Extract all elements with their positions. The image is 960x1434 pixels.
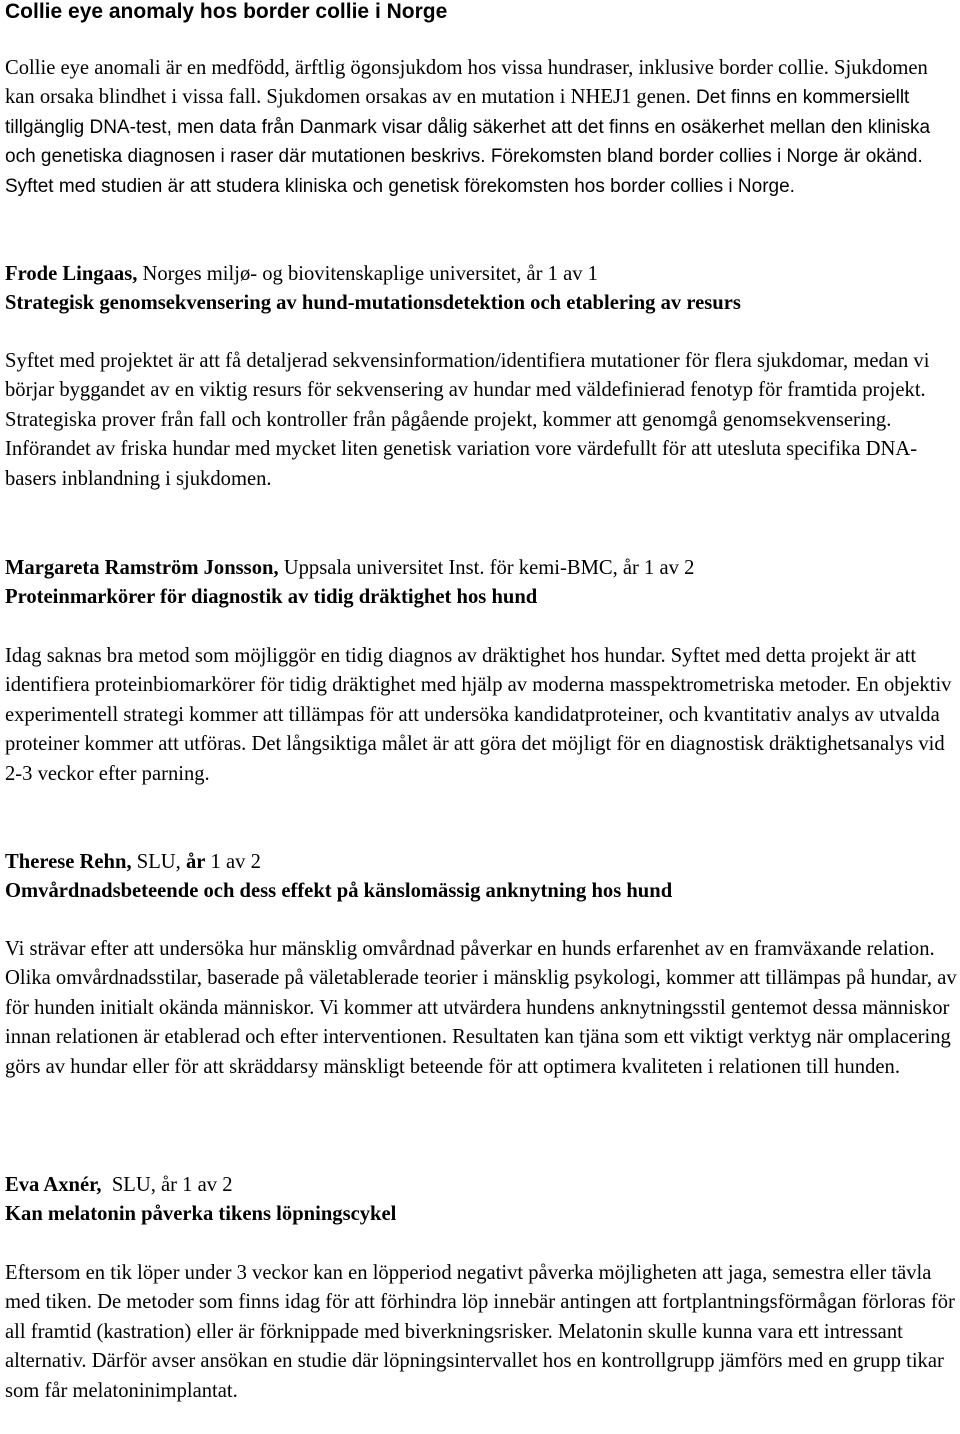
project-description: Idag saknas bra metod som möjliggör en tidig diagnos av dräktighet hos hundar. Syftet med detta projekt är att identifiera proteinbiomarkörer för tidig dräktighet med hjälp av moderna masspektrometriska metoder. En objektiv experimentell strategi kommer att tillämpas för att undersöka kandidatproteiner, och kvantitativ analys av utvalda proteiner kommer att utföras. Det långsiktiga målet är att göra det möjligt för en diagnostisk dräktighetsanalys vid 2-3 veckor efter parning. — [5, 645, 952, 785]
project-description: Eftersom en tik löper under 3 veckor kan en löpperiod negativt påverka möjligheten att jaga, semestra eller tävla med tiken. De metoder som finns idag för att förhindra löp innebär antingen att fortplantningsförmågan förloras för all framtid (kastration) eller är förknippade med biverkningsrisker. Melatonin skulle kunna vara ett intressant alternativ. Därför avser ansökan en studie där löpningsintervallet hos en kontrollgrupp jämförs med en grupp tikar som får melatoninimplantat. — [5, 1262, 955, 1402]
researcher-affiliation: 1 av 2 — [205, 851, 261, 873]
researcher-name: Margareta Ramström Jonsson, — [5, 557, 279, 579]
project-heading — [5, 554, 960, 613]
intro-serif-text: Collie eye anomali är en medfödd, ärftlig ögonsjukdom hos vissa hundraser, inklusive border collie. Sjukdomen kan orsaka blindhet i vissa fall. Sjukdomen orsakas av en mutation i NHEJ1 genen. — [5, 57, 928, 109]
researcher-affiliation-prefix: SLU, — [131, 851, 186, 873]
project-description: Vi strävar efter att undersöka hur mänsklig omvårdnad påverkar en hunds erfarenhet av en framväxande relation. Olika omvårdnadsstilar, baserade på väletablerade teorier i mänsklig psykologi, kommer att tillämpas på hundar, av för hunden initialt okända människor. Vi kommer att utvärdera hundens anknytningsstil gentemot dessa människor innan relationen är etablerad och efter interventionen. Resultaten kan tjäna som ett viktigt verktyg när omplacering görs av hundar eller för att skräddarsy mänskligt beteende för att optimera kvaliteten i relationen till hunden. — [5, 938, 957, 1078]
intro-sans-text: Det finns en kommersiellt tillgänglig DNA-test, men data från Danmark visar dålig säkerhet att det finns en osäkerhet mellan den kliniska och genetiska diagnosen i raser där mutationen beskrivs. Förekomsten bland border collies i Norge är okänd. Syftet med studien är att studera kliniska och genetisk förekomsten hos border collies i Norge. — [5, 87, 931, 197]
project-heading — [5, 1171, 960, 1230]
project-title: Omvårdnadsbeteende och dess effekt på känslomässig anknytning hos hund — [5, 880, 673, 903]
researcher-affiliation: SLU, år 1 av 2 — [101, 1174, 233, 1196]
researcher-name: Therese Rehn, — [5, 851, 132, 873]
researcher-affiliation: Uppsala universitet Inst. för kemi-BMC, år 1 av 2 — [278, 557, 695, 579]
researcher-name: Eva Axnér, — [5, 1174, 102, 1196]
project-description: Syftet med projektet är att få detaljerad sekvensinformation/identifiera mutationer för flera sjukdomar, medan vi börjar byggandet av en viktig resurs för sekvensering av hundar med väldefinierad fenotyp för framtida projekt. Strategiska prover från fall och kontroller från pågående projekt, kommer att genomgå genomsekvensering. Införandet av friska hundar med mycket liten genetisk variation vore värdefullt för att utesluta specifika DNA-basers inblandning i sjukdomen. — [5, 350, 930, 490]
researcher-name: Frode Lingaas, — [5, 263, 138, 285]
document-title: Collie eye anomaly hos border collie i Norge — [5, 0, 448, 23]
project-title: Proteinmarkörer för diagnostik av tidig dräktighet hos hund — [5, 586, 538, 609]
project-heading — [5, 260, 960, 319]
project-heading — [5, 848, 960, 907]
intro-paragraph — [5, 54, 960, 201]
project-title: Kan melatonin påverka tikens löpningscykel — [5, 1203, 397, 1226]
researcher-affiliation: Norges miljø- og biovitenskaplige universitet, år 1 av 1 — [137, 263, 598, 285]
researcher-affiliation-year: år — [185, 851, 206, 873]
project-title: Strategisk genomsekvensering av hund-mutationsdetektion och etablering av resurs — [5, 292, 741, 315]
